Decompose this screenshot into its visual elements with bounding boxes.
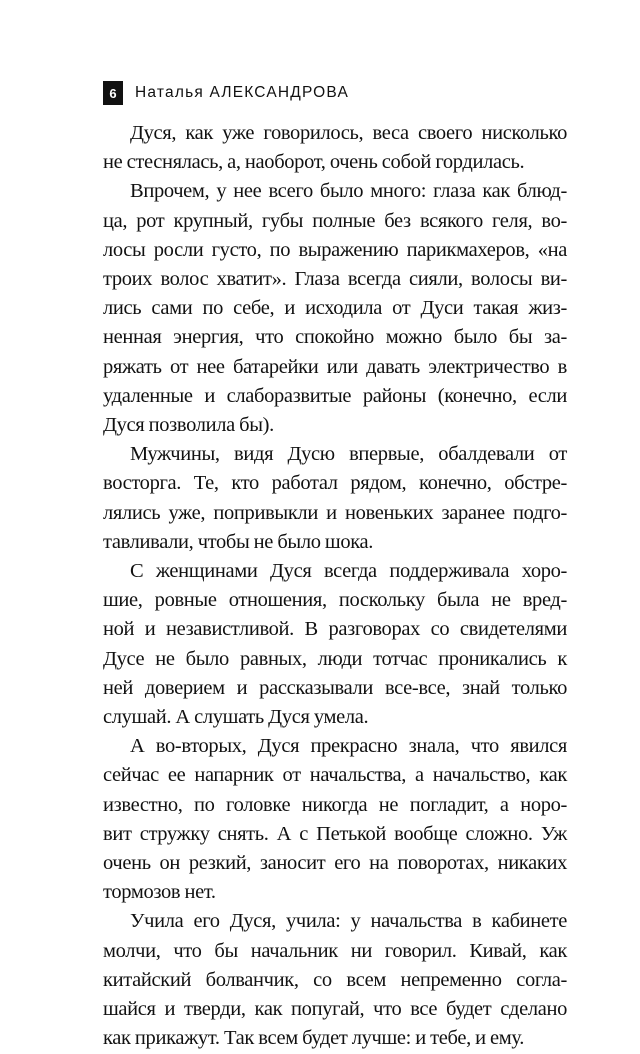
paragraph	[103, 907, 567, 1053]
text-line: шайся и тверди, как попугай, что все будет сделано	[103, 998, 567, 1021]
text-line: А во-вторых, Дуся прекрасно знала, что явился	[130, 735, 567, 758]
text-line: ненная энергия, что спокойно можно было бы за-	[103, 326, 567, 349]
text-line: троих волос хватит». Глаза всегда сияли, волосы ви-	[103, 268, 567, 291]
text-line: сейчас ее напарник от начальства, а начальство, как	[103, 764, 567, 787]
text-line: молчи, что бы начальник ни говорил. Кивай, как	[103, 939, 567, 962]
text-line: шие, ровные отношения, поскольку была не вред-	[103, 589, 567, 612]
text-line: Дуся позволила бы).	[103, 414, 274, 437]
text-body	[103, 119, 567, 1054]
text-line: вит стружку снять. А с Петькой вообще сложно. Уж	[103, 822, 567, 845]
text-line: Дусе не было равных, люди тотчас проникались к	[103, 647, 567, 670]
page-number: 6	[103, 81, 123, 105]
text-line: тормозов нет.	[103, 881, 216, 904]
paragraph	[103, 177, 567, 440]
text-line: как прикажут. Так всем будет лучше: и тебе, и ему.	[103, 1027, 525, 1050]
text-line: ряжать от нее батарейки или давать электричество в	[103, 355, 567, 378]
text-line: Дуся, как уже говорилось, веса своего нисколько	[130, 122, 567, 144]
text-line: Впрочем, у нее всего было много: глаза как блюд-	[130, 180, 567, 203]
text-line: лялись уже, попривыкли и новеньких заранее подго-	[103, 501, 567, 524]
text-line: Учила его Дуся, учила: у начальства в кабинете	[130, 910, 567, 933]
text-line: ней доверием и рассказывали все-все, знай только	[103, 676, 567, 699]
text-line: восторга. Те, кто работал рядом, конечно, обстре-	[103, 472, 567, 495]
text-line: Мужчины, видя Дусю впервые, обалдевали от	[130, 443, 567, 466]
text-line: ной и независтливой. В разговорах со свидетелями	[103, 618, 567, 641]
paragraph	[103, 119, 567, 177]
text-line: слушай. А слушать Дуся умела.	[103, 706, 369, 729]
text-line: не стеснялась, а, наоборот, очень собой гордилась.	[103, 151, 525, 174]
text-line: лись сами по себе, и исходила от Дуси такая жиз-	[103, 297, 567, 320]
text-line: очень он резкий, заносит его на поворотах, никаких	[103, 852, 567, 875]
running-head	[103, 80, 349, 106]
text-line: тавливали, чтобы не было шока.	[103, 530, 374, 553]
paragraph	[103, 732, 567, 907]
text-line: китайский болванчик, со всем непременно согла-	[103, 968, 567, 991]
text-line: лосы росли густо, по выражению парикмахеров, «на	[103, 238, 567, 261]
text-line: удаленные и слаборазвитые районы (конечно, если	[103, 384, 567, 407]
paragraph	[103, 440, 567, 557]
text-line: известно, по головке никогда не погладит, а норо-	[103, 793, 567, 816]
text-line: С женщинами Дуся всегда поддерживала хоро-	[130, 560, 567, 583]
author-name: Наталья АЛЕКСАНДРОВА	[135, 84, 349, 101]
paragraph	[103, 557, 567, 732]
text-line: ца, рот крупный, губы полные без всякого геля, во-	[103, 209, 567, 232]
